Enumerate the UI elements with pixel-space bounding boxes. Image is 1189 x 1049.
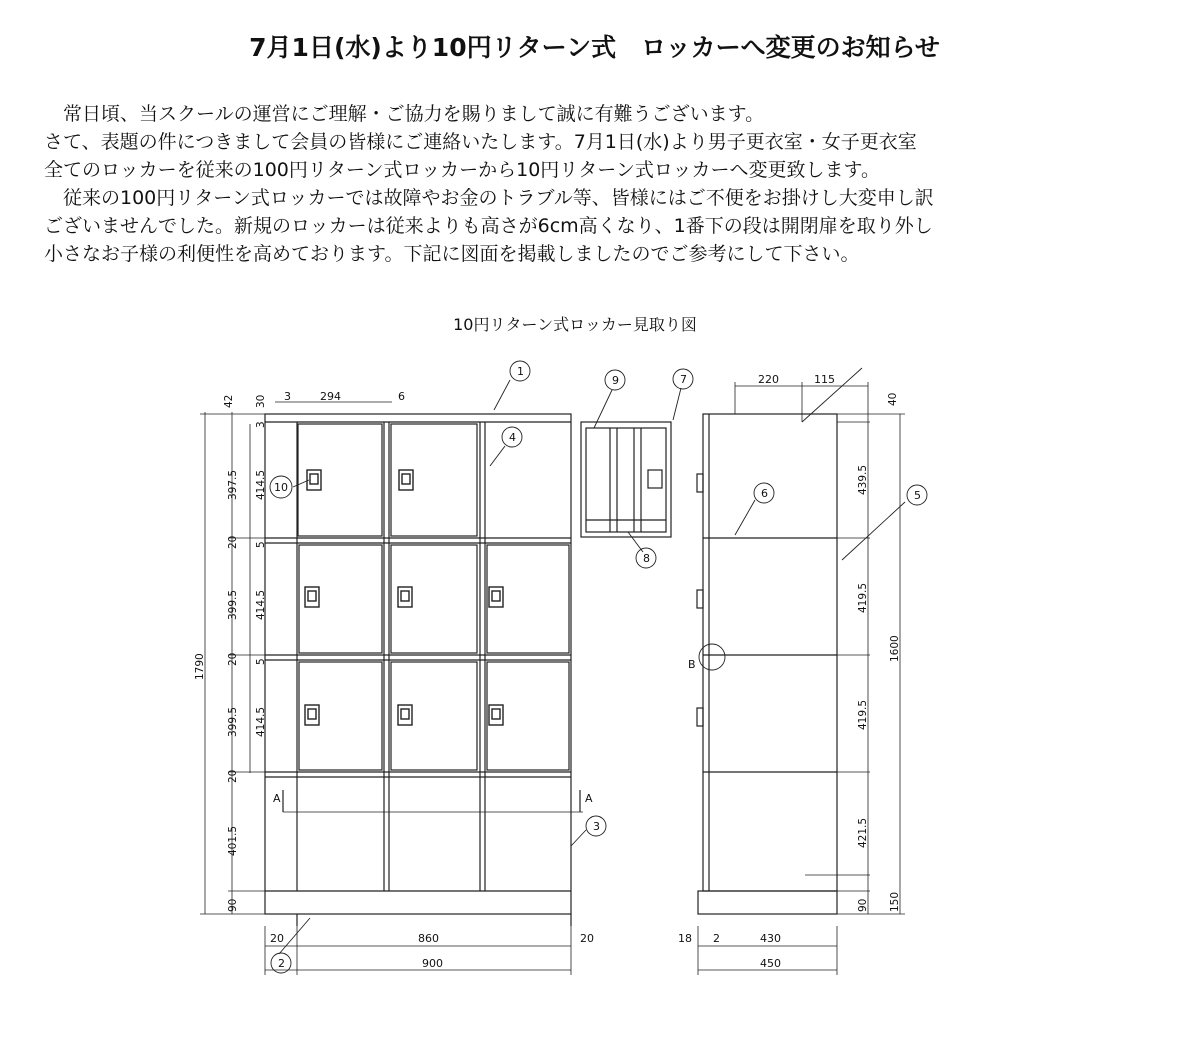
callout-number: 2 bbox=[278, 957, 285, 970]
callouts bbox=[270, 361, 927, 973]
dim-label: 401.5 bbox=[227, 825, 239, 856]
locker-door bbox=[391, 662, 477, 770]
locker-door bbox=[487, 662, 569, 770]
dim-label: 900 bbox=[422, 957, 443, 970]
callout-labels bbox=[274, 365, 921, 970]
body-line-4: 従来の100円リターン式ロッカーでは故障やお金のトラブル等、皆様にはご不便をお掛けし大変申し訳 bbox=[44, 187, 934, 209]
section-mark: A bbox=[273, 792, 281, 805]
body-line-5: ございませんでした。新規のロッカーは従来よりも高さが6cm高くなり、1番下の段は開閉扉を取り外し bbox=[44, 215, 933, 237]
dim-label: 414.5 bbox=[255, 589, 267, 620]
front-frame bbox=[265, 414, 571, 914]
callout-number: 4 bbox=[509, 431, 516, 444]
side-dim-labels bbox=[678, 373, 901, 970]
callout-number: 9 bbox=[612, 374, 619, 387]
dim-label: 3 bbox=[284, 390, 291, 403]
body-line-1: 常日頃、当スクールの運営にご理解・ご協力を賜りまして誠に有難うございます。 bbox=[44, 103, 765, 125]
locker-door bbox=[299, 545, 382, 653]
dim-label: 20 bbox=[580, 932, 594, 945]
dim-label: 90 bbox=[227, 898, 239, 912]
locker-door bbox=[299, 662, 382, 770]
dim-label: 399.5 bbox=[227, 706, 239, 737]
dim-label: 860 bbox=[418, 932, 439, 945]
section-mark: A bbox=[585, 792, 593, 805]
dim-label: 399.5 bbox=[227, 589, 239, 620]
locker-door bbox=[487, 545, 569, 653]
dim-label: 5 bbox=[255, 658, 267, 665]
dim-label: 18 bbox=[678, 932, 692, 945]
callout-number: 10 bbox=[274, 481, 288, 494]
callout-number: 1 bbox=[517, 365, 524, 378]
dim-label: 2 bbox=[713, 932, 720, 945]
locker-door bbox=[391, 545, 477, 653]
coin-lock-icons bbox=[305, 470, 503, 725]
dim-label: 414.5 bbox=[255, 706, 267, 737]
dim-label: 20 bbox=[227, 769, 239, 783]
dim-label: 397.5 bbox=[227, 469, 239, 500]
dim-label: 5 bbox=[255, 541, 267, 548]
dim-label: 421.5 bbox=[857, 817, 869, 848]
drawing-caption: 10円リターン式ロッカー見取り図 bbox=[453, 315, 697, 334]
body-line-2: さて、表題の件につきまして会員の皆様にご連絡いたします。7月1日(水)より男子更衣室・女子更衣室 bbox=[44, 131, 917, 153]
dim-label: 220 bbox=[758, 373, 779, 386]
callout-number: 7 bbox=[680, 373, 687, 386]
dim-label: 115 bbox=[814, 373, 835, 386]
dim-label: 419.5 bbox=[857, 699, 869, 730]
dim-label: 414.5 bbox=[255, 469, 267, 500]
locker-door bbox=[391, 424, 477, 536]
front-view bbox=[265, 414, 583, 926]
dim-label: 42 bbox=[223, 394, 235, 408]
side-dimensions bbox=[698, 382, 905, 975]
dim-label: 294 bbox=[320, 390, 341, 403]
dim-label: 439.5 bbox=[857, 464, 869, 495]
dim-label: 30 bbox=[255, 394, 267, 408]
dim-label: 1600 bbox=[889, 635, 901, 662]
dim-label: 20 bbox=[227, 652, 239, 666]
dim-label: 20 bbox=[227, 535, 239, 549]
dim-label: 150 bbox=[889, 891, 901, 912]
dim-label: 430 bbox=[760, 932, 781, 945]
body-line-3: 全てのロッカーを従来の100円リターン式ロッカーから10円リターン式ロッカーへ変更致します。 bbox=[44, 159, 881, 181]
notice-title: 7月1日(水)より10円リターン式 ロッカーへ変更のお知らせ bbox=[249, 33, 940, 62]
callout-number: 5 bbox=[914, 489, 921, 502]
detail-view bbox=[581, 422, 671, 537]
detail-mark: B bbox=[688, 658, 696, 671]
dim-label: 40 bbox=[887, 392, 899, 406]
callout-number: 6 bbox=[761, 487, 768, 500]
dim-label: 450 bbox=[760, 957, 781, 970]
dim-label: 1790 bbox=[194, 653, 206, 680]
dim-label: 419.5 bbox=[857, 582, 869, 613]
dim-label: 90 bbox=[857, 898, 869, 912]
dim-label: 3 bbox=[255, 421, 267, 428]
dim-label: 6 bbox=[398, 390, 405, 403]
dim-label: 20 bbox=[270, 932, 284, 945]
body-line-6: 小さなお子様の利便性を高めております。下記に図面を掲載しましたのでご参考にして下さい。 bbox=[44, 243, 860, 265]
callout-number: 8 bbox=[643, 552, 650, 565]
front-dim-labels bbox=[194, 390, 594, 970]
callout-number: 3 bbox=[593, 820, 600, 833]
